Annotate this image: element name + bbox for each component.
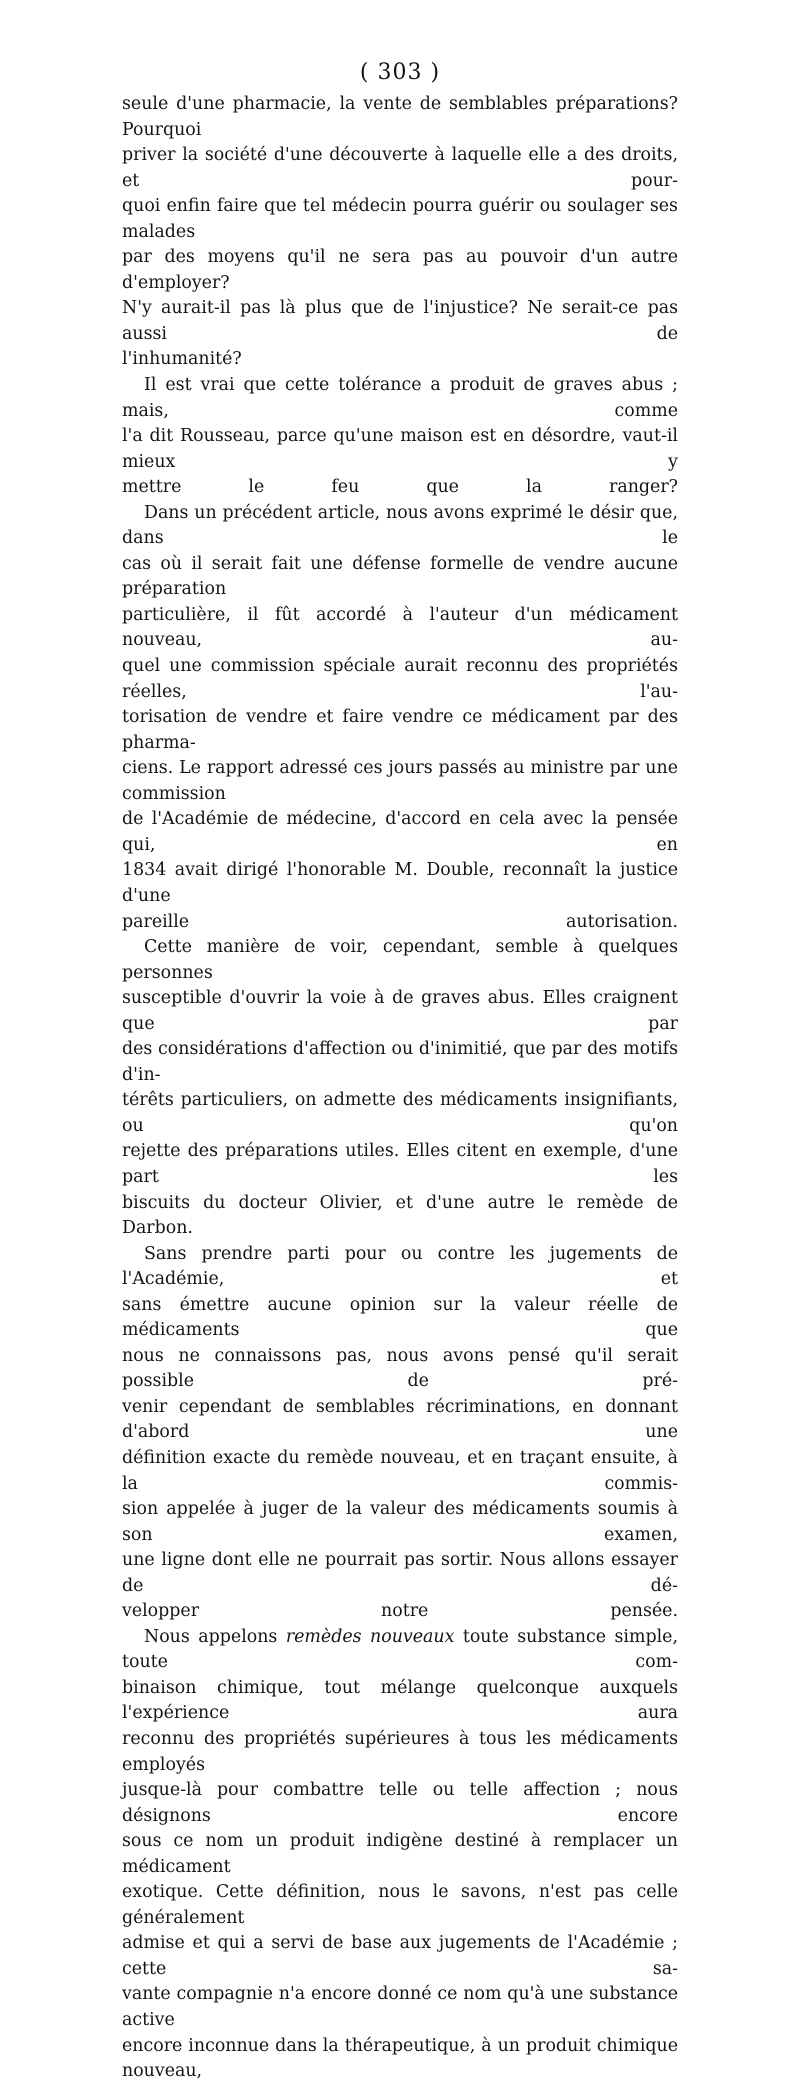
text-line: Sans prendre parti pour ou contre les jugements de l'Académie, et — [122, 1243, 678, 1290]
paragraph — [122, 92, 678, 373]
text-line: torisation de vendre et faire vendre ce médicament par des pharma- — [122, 707, 678, 753]
text-line: 1834 avait dirigé l'honorable M. Double, reconnaît la justice d'une — [122, 860, 678, 906]
text-line: définition exacte du remède nouveau, et en traçant ensuite, à la commis- — [122, 1447, 678, 1494]
text-line: des considérations d'affection ou d'inimitié, que par des motifs d'in- — [122, 1039, 678, 1085]
text-line: encore inconnue dans la thérapeutique, à un produit chimique nouveau, — [122, 2035, 678, 2082]
text-line: particulière, il fût accordé à l'auteur d'un médicament nouveau, au- — [122, 604, 678, 651]
text-line: priver la société d'une découverte à laquelle elle a des droits, et pour- — [122, 145, 678, 191]
text-line: quoi enfin faire que tel médecin pourra guérir ou soulager ses malades — [122, 196, 678, 242]
emphasized-term: remèdes nouveaux — [285, 1626, 455, 1647]
text-line: cas où il serait fait une défense formelle de vendre aucune préparation — [122, 553, 678, 600]
paragraph — [122, 373, 678, 501]
text-line: par des moyens qu'il ne sera pas au pouvoir d'un autre d'employer? — [122, 247, 678, 293]
paragraph — [122, 935, 678, 1242]
text-line: Nous appelons — [144, 1626, 286, 1647]
text-line: susceptible d'ouvrir la voie à de graves abus. Elles craignent que par — [122, 988, 678, 1034]
text-line: nous ne connaissons pas, nous avons pensé qu'il serait possible de pré- — [122, 1345, 678, 1392]
text-line: de l'Académie de médecine, d'accord en cela avec la pensée qui, en — [122, 809, 678, 855]
text-line: térêts particuliers, on admette des médicaments insignifiants, ou qu'on — [122, 1090, 678, 1136]
text-line: Cette manière de voir, cependant, semble à quelques personnes — [122, 937, 678, 983]
page-number: ( 303 ) — [359, 60, 441, 85]
text-line: exotique. Cette définition, nous le savons, n'est pas celle généralement — [122, 1882, 678, 1928]
text-line: Il est vrai que cette tolérance a produit de graves abus ; mais, comme — [122, 375, 678, 421]
text-line: binaison chimique, tout mélange quelconque auxquels l'expérience aura — [122, 1677, 678, 1724]
text-line: Dans un précédent article, nous avons exprimé le désir que, dans le — [122, 502, 678, 549]
text-line: mettre le feu que la ranger? — [122, 477, 678, 498]
text-line: rejette des préparations utiles. Elles citent en exemple, d'une part les — [122, 1141, 678, 1187]
text-line: quel une commission spéciale aurait reconnu des propriétés réelles, l'au- — [122, 656, 678, 702]
text-line: pareille autorisation. — [122, 911, 678, 932]
paragraph — [122, 1242, 678, 1625]
paragraph — [122, 1625, 678, 2085]
text-line: seule d'une pharmacie, la vente de semblables préparations? Pourquoi — [122, 94, 678, 140]
paragraph — [122, 501, 678, 935]
text-line: sans émettre aucune opinion sur la valeur réelle de médicaments que — [122, 1294, 678, 1341]
text-line: reconnu des propriétés supérieures à tous les médicaments employés — [122, 1729, 678, 1775]
body-text — [122, 92, 678, 2085]
text-line: velopper notre pensée. — [122, 1601, 678, 1622]
text-line: sous ce nom un produit indigène destiné à remplacer un médicament — [122, 1831, 678, 1877]
text-line: biscuits du docteur Olivier, et d'une autre le remède de Darbon. — [122, 1192, 678, 1239]
text-line: toute substance simple, toute com- — [122, 1626, 678, 1673]
text-line: l'inhumanité? — [122, 349, 242, 370]
text-line: admise et qui a servi de base aux jugements de l'Académie ; cette sa- — [122, 1933, 678, 1979]
text-line: jusque-là pour combattre telle ou telle affection ; nous désignons encore — [122, 1780, 678, 1826]
text-line: venir cependant de semblables récriminations, en donnant d'abord une — [122, 1396, 678, 1443]
text-line: une ligne dont elle ne pourrait pas sortir. Nous allons essayer de dé- — [122, 1550, 678, 1596]
text-line: sion appelée à juger de la valeur des médicaments soumis à son examen, — [122, 1499, 678, 1545]
text-line: N'y aurait-il pas là plus que de l'injustice? Ne serait-ce pas aussi de — [122, 298, 678, 344]
text-line: l'a dit Rousseau, parce qu'une maison est en désordre, vaut-il mieux y — [122, 426, 678, 472]
text-line: vante compagnie n'a encore donné ce nom qu'à une substance active — [122, 1984, 678, 2031]
text-line: ciens. Le rapport adressé ces jours passés au ministre par une commission — [122, 758, 678, 804]
